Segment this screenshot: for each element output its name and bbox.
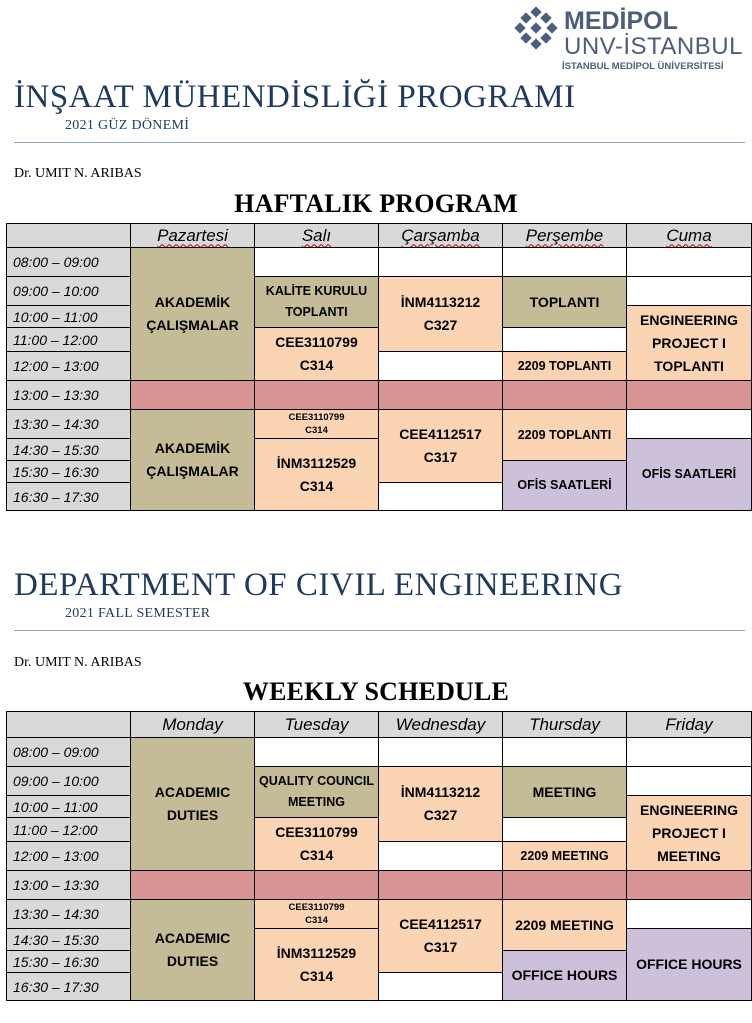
weekly-schedule-table [6,223,752,511]
office-hours-block: OFİS SAATLERİ [503,461,627,511]
empty-cell [627,410,752,439]
course-block: İNM4113212 C327 [379,277,503,352]
time-slot: 13:30 – 14:30 [7,900,131,929]
meeting-block: MEETING [503,767,627,818]
project-block: ENGINEERING PROJECT I TOPLANTI [627,306,752,381]
corner-cell [7,712,131,738]
day-header: Tuesday [255,712,379,738]
schedule-title: WEEKLY SCHEDULE [242,677,510,706]
lunch-break [503,381,627,410]
lunch-break [379,871,503,900]
time-slot: 14:30 – 15:30 [7,439,131,461]
time-slot: 11:00 – 12:00 [7,818,131,842]
lunch-break [255,381,379,410]
academic-block: AKADEMİK ÇALIŞMALAR [131,410,255,511]
course-block: CEE4112517 C317 [379,900,503,973]
day-header: Çarşamba [379,224,503,248]
office-hours-block: OFİS SAATLERİ [627,439,752,511]
empty-cell [379,352,503,381]
meeting-block: 2209 MEETING [503,842,627,871]
course-block: CEE4112517 C317 [379,410,503,483]
meeting-block: 2209 TOPLANTI [503,352,627,381]
day-header: Monday [131,712,255,738]
logo-line-1: MEDİPOL [564,7,678,35]
academic-block: ACADEMIC DUTIES [131,900,255,1001]
course-block: İNM3112529 C314 [255,929,379,1001]
lunch-break [627,871,752,900]
university-logo [514,6,746,76]
lunch-break [131,871,255,900]
course-block: CEE3110799 C314 [255,328,379,381]
meeting-block: KALİTE KURULU TOPLANTI [255,277,379,328]
empty-cell [627,900,752,929]
time-slot: 14:30 – 15:30 [7,929,131,951]
time-slot: 12:00 – 13:00 [7,842,131,871]
empty-cell [503,818,627,842]
empty-cell [379,973,503,1001]
course-block: CEE3110799 C314 [255,818,379,871]
empty-cell [379,738,503,767]
page-title: DEPARTMENT OF CIVIL ENGINEERING [14,567,624,603]
logo-line-2: UNV-İSTANBUL [564,33,743,60]
corner-cell [7,224,131,248]
empty-cell [627,277,752,306]
meeting-block: 2209 TOPLANTI [503,410,627,461]
meeting-block: QUALITY COUNCIL MEETING [255,767,379,818]
lunch-break [131,381,255,410]
time-slot: 08:00 – 09:00 [7,738,131,767]
day-header: Cuma [627,224,752,248]
time-slot: 13:00 – 13:30 [7,381,131,410]
empty-cell [379,483,503,511]
academic-block: AKADEMİK ÇALIŞMALAR [131,248,255,381]
time-slot: 16:30 – 17:30 [7,973,131,1001]
time-slot: 15:30 – 16:30 [7,951,131,973]
office-hours-block: OFFICE HOURS [627,929,752,1001]
empty-cell [627,738,752,767]
office-hours-block: OFFICE HOURS [503,951,627,1001]
empty-cell [627,248,752,277]
lunch-break [379,381,503,410]
lunch-break [627,381,752,410]
schedule-title: HAFTALIK PROGRAM [234,189,518,218]
empty-cell [379,842,503,871]
meeting-block: TOPLANTI [503,277,627,328]
day-header: Friday [627,712,752,738]
course-block: İNM4113212 C327 [379,767,503,842]
time-slot: 09:00 – 10:00 [7,767,131,796]
time-slot: 10:00 – 11:00 [7,796,131,818]
title-divider [14,630,745,631]
semester-label: 2021 GÜZ DÖNEMİ [65,118,190,133]
empty-cell [503,328,627,352]
time-slot: 09:00 – 10:00 [7,277,131,306]
time-slot: 13:30 – 14:30 [7,410,131,439]
lunch-break [255,871,379,900]
project-block: ENGINEERING PROJECT I MEETING [627,796,752,871]
empty-cell [503,738,627,767]
time-slot: 15:30 – 16:30 [7,461,131,483]
course-block: İNM3112529 C314 [255,439,379,511]
day-header: Thursday [503,712,627,738]
empty-cell [255,738,379,767]
page-title: İNŞAAT MÜHENDİSLİĞİ PROGRAMI [14,79,576,115]
academic-block: ACADEMIC DUTIES [131,738,255,871]
medipol-logo-icon [514,6,558,50]
course-block: CEE3110799 C314 [255,410,379,439]
time-slot: 10:00 – 11:00 [7,306,131,328]
time-slot: 12:00 – 13:00 [7,352,131,381]
semester-label: 2021 FALL SEMESTER [65,606,211,621]
author-name: Dr. UMIT N. ARIBAS [14,166,142,181]
empty-cell [255,248,379,277]
author-name: Dr. UMIT N. ARIBAS [14,655,142,670]
time-slot: 11:00 – 12:00 [7,328,131,352]
empty-cell [379,248,503,277]
logo-line-3: İSTANBUL MEDİPOL ÜNİVERSİTESİ [562,61,724,72]
time-slot: 08:00 – 09:00 [7,248,131,277]
time-slot: 16:30 – 17:30 [7,483,131,511]
weekly-schedule-table [6,711,752,1001]
title-divider [14,142,745,143]
day-header: Wednesday [379,712,503,738]
meeting-block: 2209 MEETING [503,900,627,951]
lunch-break [503,871,627,900]
empty-cell [503,248,627,277]
time-slot: 13:00 – 13:30 [7,871,131,900]
course-block: CEE3110799 C314 [255,900,379,929]
day-header: Perşembe [503,224,627,248]
empty-cell [627,767,752,796]
day-header: Pazartesi [131,224,255,248]
day-header: Salı [255,224,379,248]
